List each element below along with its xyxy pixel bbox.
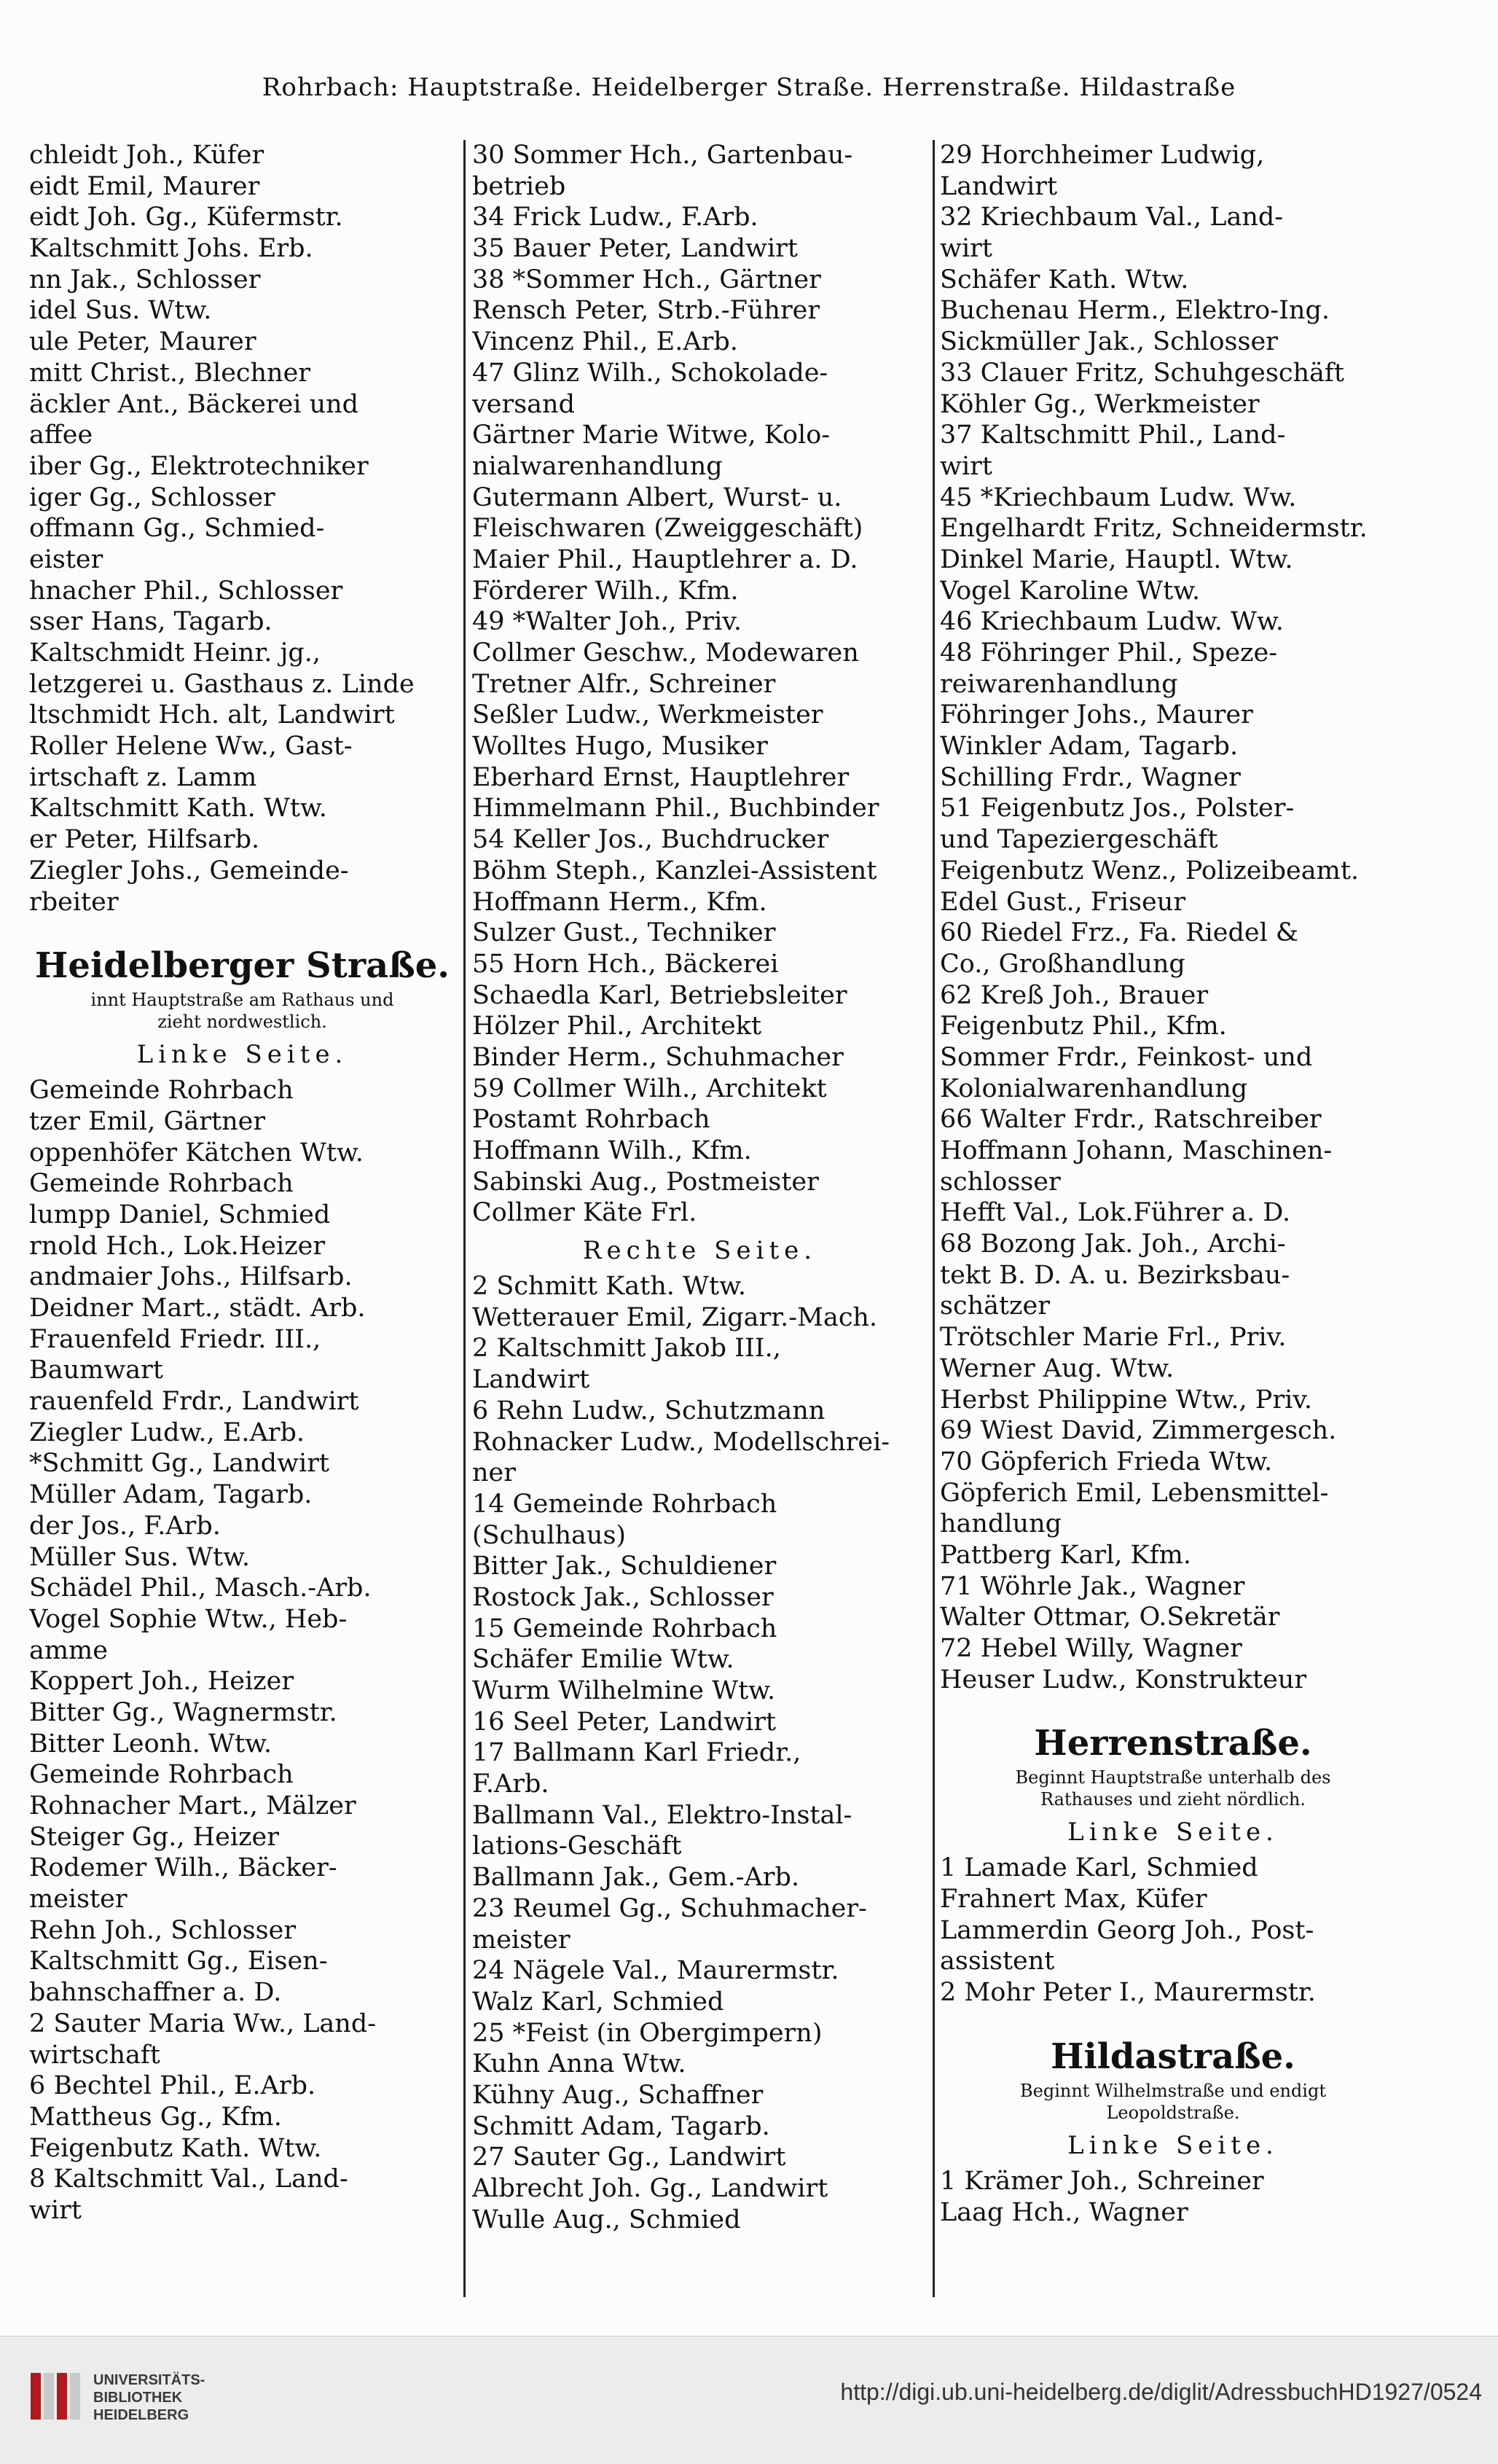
directory-entry: affee xyxy=(29,421,93,450)
directory-entry: Ballmann Val., Elektro-Instal- xyxy=(472,1800,852,1830)
directory-entry: Hoffmann Herm., Kfm. xyxy=(472,887,767,917)
directory-entry: Postamt Rohrbach xyxy=(472,1105,710,1135)
directory-entry: Kuhn Anna Wtw. xyxy=(472,2049,686,2079)
directory-entry: 15 Gemeinde Rohrbach xyxy=(472,1614,777,1643)
directory-entry: Förderer Wilh., Kfm. xyxy=(472,576,739,606)
directory-entry: Kolonialwarenhandlung xyxy=(940,1073,1248,1103)
directory-entry: 69 Wiest David, Zimmergesch. xyxy=(940,1416,1337,1446)
directory-entry: Koppert Joh., Heizer xyxy=(29,1667,294,1697)
street-heading: Hildastraße. xyxy=(1051,2035,1295,2077)
directory-entry: schlosser xyxy=(940,1167,1061,1197)
directory-entry: Sommer Frdr., Feinkost- und xyxy=(940,1042,1313,1072)
directory-entry: Kaltschmitt Gg., Eisen- xyxy=(29,1947,328,1976)
directory-entry: Schäfer Emilie Wtw. xyxy=(472,1645,734,1675)
library-name-line: HEIDELBERG xyxy=(93,2407,189,2423)
viewer-footer xyxy=(0,2336,1498,2464)
directory-entry: Eberhard Ernst, Hauptlehrer xyxy=(472,762,850,792)
directory-entry: 71 Wöhrle Jak., Wagner xyxy=(940,1571,1245,1601)
directory-entry: Feigenbutz Kath. Wtw. xyxy=(29,2133,322,2163)
directory-entry: 37 Kaltschmitt Phil., Land- xyxy=(940,421,1286,450)
directory-entry: idel Sus. Wtw. xyxy=(29,296,212,326)
directory-entry: 49 *Walter Joh., Priv. xyxy=(472,607,742,637)
directory-entry: Tretner Alfr., Schreiner xyxy=(472,669,776,699)
directory-entry: 14 Gemeinde Rohrbach xyxy=(472,1489,777,1519)
directory-entry: handlung xyxy=(940,1509,1062,1539)
directory-entry: Maier Phil., Hauptlehrer a. D. xyxy=(472,544,858,574)
directory-entry: er Peter, Hilfsarb. xyxy=(29,825,260,855)
directory-entry: Winkler Adam, Tagarb. xyxy=(940,732,1239,762)
directory-entry: eidt Joh. Gg., Küfermstr. xyxy=(29,203,343,232)
directory-entry: eister xyxy=(29,544,103,574)
directory-entry: rauenfeld Frdr., Landwirt xyxy=(29,1387,359,1417)
directory-entry: der Jos., F.Arb. xyxy=(29,1511,221,1541)
directory-entry: Landwirt xyxy=(940,171,1058,201)
directory-entry: andmaier Johs., Hilfsarb. xyxy=(29,1262,353,1292)
directory-entry: Sulzer Gust., Techniker xyxy=(472,918,776,948)
directory-entry: Buchenau Herm., Elektro-Ing. xyxy=(940,296,1330,326)
directory-entry: 32 Kriechbaum Val., Land- xyxy=(940,203,1284,232)
directory-entry: wirt xyxy=(940,451,992,481)
directory-entry: Schädel Phil., Masch.-Arb. xyxy=(29,1573,372,1603)
directory-entry: Heuser Ludw., Konstrukteur xyxy=(940,1665,1307,1694)
directory-entry: nn Jak., Schlosser xyxy=(29,265,261,294)
directory-entry: Roller Helene Ww., Gast- xyxy=(29,732,353,762)
directory-entry: amme xyxy=(29,1635,108,1665)
directory-entry: Werner Aug. Wtw. xyxy=(940,1353,1175,1383)
directory-entry: Hölzer Phil., Architekt xyxy=(472,1012,762,1041)
directory-entry: Baumwart xyxy=(29,1356,163,1385)
directory-entry: offmann Gg., Schmied- xyxy=(29,514,325,544)
directory-entry: 51 Feigenbutz Jos., Polster- xyxy=(940,794,1295,824)
directory-entry: Gutermann Albert, Wurst- u. xyxy=(472,482,842,512)
directory-entry: 55 Horn Hch., Bäckerei xyxy=(472,949,779,979)
directory-entry: 2 Schmitt Kath. Wtw. xyxy=(472,1272,746,1302)
directory-entry: Vogel Sophie Wtw., Heb- xyxy=(29,1604,348,1634)
directory-entry: und Tapeziergeschäft xyxy=(940,825,1218,855)
directory-entry: sser Hans, Tagarb. xyxy=(29,607,272,637)
directory-entry: 2 Kaltschmitt Jakob III., xyxy=(472,1334,781,1364)
side-heading: Linke Seite. xyxy=(1067,1818,1279,1847)
directory-entry: Lammerdin Georg Joh., Post- xyxy=(940,1915,1314,1945)
directory-entry: iger Gg., Schlosser xyxy=(29,482,275,512)
directory-entry: Binder Herm., Schuhmacher xyxy=(472,1042,844,1072)
directory-entry: 1 Lamade Karl, Schmied xyxy=(940,1853,1258,1883)
directory-entry: Rodemer Wilh., Bäcker- xyxy=(29,1853,337,1883)
directory-entry: 34 Frick Ludw., F.Arb. xyxy=(472,203,758,232)
column-divider xyxy=(933,140,935,2297)
directory-entry: 6 Bechtel Phil., E.Arb. xyxy=(29,2071,316,2101)
directory-entry: 17 Ballmann Karl Friedr., xyxy=(472,1738,801,1768)
directory-entry: 47 Glinz Wilh., Schokolade- xyxy=(472,358,828,388)
directory-entry: äckler Ant., Bäckerei und xyxy=(29,389,359,419)
directory-entry: irtschaft z. Lamm xyxy=(29,762,257,792)
directory-entry: Feigenbutz Wenz., Polizeibeamt. xyxy=(940,856,1360,885)
directory-entry: versand xyxy=(472,389,575,419)
directory-entry: Wurm Wilhelmine Wtw. xyxy=(472,1676,776,1705)
directory-entry: Gemeinde Rohrbach xyxy=(29,1076,294,1106)
directory-entry: 2 Sauter Maria Ww., Land- xyxy=(29,2009,377,2038)
directory-entry: Wolltes Hugo, Musiker xyxy=(472,732,768,762)
directory-entry: letzgerei u. Gasthaus z. Linde xyxy=(29,669,415,699)
directory-entry: wirtschaft xyxy=(29,2040,160,2070)
directory-entry: betrieb xyxy=(472,171,566,201)
directory-entry: Wetterauer Emil, Zigarr.-Mach. xyxy=(472,1302,878,1332)
directory-entry: Edel Gust., Friseur xyxy=(940,887,1186,917)
directory-entry: 59 Collmer Wilh., Architekt xyxy=(472,1073,827,1103)
directory-entry: Frahnert Max, Küfer xyxy=(940,1885,1207,1915)
directory-entry: Walz Karl, Schmied xyxy=(472,1987,724,2017)
directory-entry: 30 Sommer Hch., Gartenbau- xyxy=(472,141,853,170)
directory-entry: Böhm Steph., Kanzlei-Assistent xyxy=(472,856,877,885)
street-description: zieht nordwestlich. xyxy=(157,1012,327,1033)
directory-entry: Collmer Käte Frl. xyxy=(472,1198,697,1228)
directory-entry: Dinkel Marie, Hauptl. Wtw. xyxy=(940,544,1293,574)
directory-entry: wirt xyxy=(940,234,992,264)
directory-entry: 54 Keller Jos., Buchdrucker xyxy=(472,825,829,855)
directory-entry: 62 Kreß Joh., Brauer xyxy=(940,980,1209,1010)
directory-entry: Co., Großhandlung xyxy=(940,949,1185,979)
directory-entry: Bitter Jak., Schuldiener xyxy=(472,1552,777,1581)
library-name xyxy=(93,2371,224,2424)
directory-entry: bahnschaffner a. D. xyxy=(29,1978,282,2008)
directory-entry: ule Peter, Maurer xyxy=(29,327,256,357)
directory-entry: Ballmann Jak., Gem.-Arb. xyxy=(472,1863,800,1893)
directory-entry: Rohnacher Mart., Mälzer xyxy=(29,1791,356,1820)
directory-entry: 25 *Feist (in Obergimpern) xyxy=(472,2018,823,2048)
directory-entry: Kaltschmitt Kath. Wtw. xyxy=(29,794,327,824)
directory-entry: 2 Mohr Peter I., Maurermstr. xyxy=(940,1978,1316,2008)
directory-entry: lumpp Daniel, Schmied xyxy=(29,1200,331,1229)
directory-entry: F.Arb. xyxy=(472,1769,549,1799)
directory-entry: nialwarenhandlung xyxy=(472,451,723,481)
directory-entry: Hefft Val., Lok.Führer a. D. xyxy=(940,1198,1291,1228)
directory-entry: Hoffmann Wilh., Kfm. xyxy=(472,1136,752,1165)
directory-entry: Schmitt Adam, Tagarb. xyxy=(472,2111,770,2141)
directory-entry: Trötschler Marie Frl., Priv. xyxy=(940,1323,1287,1353)
directory-entry: 70 Göpferich Frieda Wtw. xyxy=(940,1447,1273,1477)
directory-entry: Sickmüller Jak., Schlosser xyxy=(940,327,1278,357)
street-description: Rathauses und zieht nördlich. xyxy=(1040,1789,1306,1810)
street-description: Leopoldstraße. xyxy=(1106,2102,1240,2123)
column-divider xyxy=(463,140,466,2297)
directory-entry: 24 Nägele Val., Maurermstr. xyxy=(472,1956,839,1986)
directory-entry: Hoffmann Johann, Maschinen- xyxy=(940,1136,1333,1165)
side-heading: Rechte Seite. xyxy=(582,1236,817,1266)
directory-entry: Kaltschmidt Heinr. jg., xyxy=(29,638,321,668)
directory-entry: ner xyxy=(472,1458,516,1488)
directory-entry: Müller Sus. Wtw. xyxy=(29,1542,251,1572)
directory-entry: Sabinski Aug., Postmeister xyxy=(472,1167,819,1197)
directory-entry: 16 Seel Peter, Landwirt xyxy=(472,1707,776,1737)
library-name-line: BIBLIOTHEK xyxy=(93,2390,183,2406)
directory-entry: Ziegler Johs., Gemeinde- xyxy=(29,856,349,885)
directory-entry: 60 Riedel Frz., Fa. Riedel & xyxy=(940,918,1299,948)
directory-entry: eidt Emil, Maurer xyxy=(29,171,260,201)
directory-entry: 29 Horchheimer Ludwig, xyxy=(940,141,1265,170)
street-heading: Herrenstraße. xyxy=(1034,1723,1312,1764)
directory-entry: Kaltschmitt Johs. Erb. xyxy=(29,234,313,264)
directory-entry: 27 Sauter Gg., Landwirt xyxy=(472,2143,786,2172)
directory-entry: Wulle Aug., Schmied xyxy=(472,2205,741,2234)
directory-entry: 8 Kaltschmitt Val., Land- xyxy=(29,2164,348,2194)
directory-entry: tekt B. D. A. u. Bezirksbau- xyxy=(940,1260,1290,1290)
street-description: innt Hauptstraße am Rathaus und xyxy=(90,990,394,1011)
university-library-logo-icon xyxy=(28,2367,86,2425)
directory-entry: Rensch Peter, Strb.-Führer xyxy=(472,296,820,326)
directory-entry: Bitter Leonh. Wtw. xyxy=(29,1729,272,1759)
street-description: Beginnt Wilhelmstraße und endigt xyxy=(1020,2080,1326,2101)
directory-entry: rnold Hch., Lok.Heizer xyxy=(29,1231,326,1261)
column-left xyxy=(29,140,455,2226)
directory-entry: 46 Kriechbaum Ludw. Ww. xyxy=(940,607,1284,637)
directory-entry: Schilling Frdr., Wagner xyxy=(940,762,1241,792)
directory-entry: Frauenfeld Friedr. III., xyxy=(29,1324,321,1354)
directory-entry: Gemeinde Rohrbach xyxy=(29,1760,294,1790)
directory-entry: 6 Rehn Ludw., Schutzmann xyxy=(472,1396,826,1425)
directory-entry: reiwarenhandlung xyxy=(940,669,1178,699)
directory-entry: lations-Geschäft xyxy=(472,1831,682,1861)
directory-entry: schätzer xyxy=(940,1291,1050,1321)
directory-entry: meister xyxy=(29,1885,128,1915)
directory-entry: Rehn Joh., Schlosser xyxy=(29,1915,297,1945)
directory-entry: Steiger Gg., Heizer xyxy=(29,1822,279,1852)
directory-entry: chleidt Joh., Küfer xyxy=(29,141,264,170)
directory-entry: Collmer Geschw., Modewaren xyxy=(472,638,859,668)
directory-entry: *Schmitt Gg., Landwirt xyxy=(29,1449,330,1479)
directory-entry: 66 Walter Frdr., Ratschreiber xyxy=(940,1105,1322,1135)
directory-entry: Göpferich Emil, Lebensmittel- xyxy=(940,1478,1329,1508)
directory-entry: hnacher Phil., Schlosser xyxy=(29,576,343,606)
directory-entry: Herbst Philippine Wtw., Priv. xyxy=(940,1385,1313,1415)
directory-entry: 35 Bauer Peter, Landwirt xyxy=(472,234,798,264)
directory-entry: assistent xyxy=(940,1947,1055,1976)
library-name-line: UNIVERSITÄTS- xyxy=(93,2372,205,2388)
directory-entry: 48 Föhringer Phil., Speze- xyxy=(940,638,1278,668)
directory-entry: 68 Bozong Jak. Joh., Archi- xyxy=(940,1229,1286,1259)
directory-entry: Seßler Ludw., Werkmeister xyxy=(472,700,823,730)
directory-entry: Landwirt xyxy=(472,1365,590,1395)
directory-entry: Schaedla Karl, Betriebsleiter xyxy=(472,980,847,1010)
directory-entry: Fleischwaren (Zweiggeschäft) xyxy=(472,514,863,544)
directory-entry: Walter Ottmar, O.Sekretär xyxy=(940,1603,1280,1632)
directory-entry: 1 Krämer Joh., Schreiner xyxy=(940,2166,1264,2196)
column-middle xyxy=(472,140,928,2235)
street-heading: Heidelberger Straße. xyxy=(35,945,450,987)
directory-entry: rbeiter xyxy=(29,887,119,917)
directory-entry: Vincenz Phil., E.Arb. xyxy=(472,327,738,357)
directory-entry: Laag Hch., Wagner xyxy=(940,2197,1188,2227)
directory-entry: 38 *Sommer Hch., Gärtner xyxy=(472,265,821,294)
directory-entry: Rostock Jak., Schlosser xyxy=(472,1582,774,1612)
directory-entry: Müller Adam, Tagarb. xyxy=(29,1480,313,1510)
directory-entry: Ziegler Ludw., E.Arb. xyxy=(29,1417,305,1447)
street-description: Beginnt Hauptstraße unterhalb des xyxy=(1015,1767,1331,1788)
directory-entry: 72 Hebel Willy, Wagner xyxy=(940,1634,1242,1663)
directory-entry: Mattheus Gg., Kfm. xyxy=(29,2102,282,2132)
directory-entry: tzer Emil, Gärtner xyxy=(29,1106,266,1136)
directory-entry: Engelhardt Fritz, Schneidermstr. xyxy=(940,514,1368,544)
directory-entry: Himmelmann Phil., Buchbinder xyxy=(472,794,879,824)
directory-entry: Köhler Gg., Werkmeister xyxy=(940,389,1260,419)
directory-entry: Schäfer Kath. Wtw. xyxy=(940,265,1189,294)
directory-entry: (Schulhaus) xyxy=(472,1520,627,1550)
directory-entry: Pattberg Karl, Kfm. xyxy=(940,1540,1191,1570)
directory-entry: ltschmidt Hch. alt, Landwirt xyxy=(29,700,395,730)
directory-entry: Deidner Mart., städt. Arb. xyxy=(29,1294,366,1323)
directory-entry: oppenhöfer Kätchen Wtw. xyxy=(29,1138,364,1168)
directory-entry: mitt Christ., Blechner xyxy=(29,358,311,388)
directory-entry: Vogel Karoline Wtw. xyxy=(940,576,1201,606)
directory-entry: wirt xyxy=(29,2195,82,2225)
side-heading: Linke Seite. xyxy=(1067,2130,1279,2160)
document-url-link[interactable]: http://digi.ub.uni-heidelberg.de/diglit/AdressbuchHD1927/0524 xyxy=(840,2379,1482,2405)
directory-entry: Kühny Aug., Schaffner xyxy=(472,2080,764,2110)
directory-entry: 23 Reumel Gg., Schuhmacher- xyxy=(472,1893,867,1923)
directory-entry: Gärtner Marie Witwe, Kolo- xyxy=(472,421,831,450)
column-right xyxy=(940,140,1406,2228)
directory-entry: Rohnacker Ludw., Modellschrei- xyxy=(472,1427,890,1457)
directory-entry: iber Gg., Elektrotechniker xyxy=(29,451,369,481)
directory-entry: Bitter Gg., Wagnermstr. xyxy=(29,1697,337,1727)
directory-entry: 33 Clauer Fritz, Schuhgeschäft xyxy=(940,358,1344,388)
directory-entry: Föhringer Johs., Maurer xyxy=(940,700,1253,730)
page-header: Rohrbach: Hauptstraße. Heidelberger Straße. Herrenstraße. Hildastraße xyxy=(262,73,1236,102)
directory-entry: 45 *Kriechbaum Ludw. Ww. xyxy=(940,482,1297,512)
directory-entry: meister xyxy=(472,1925,570,1955)
directory-entry: Feigenbutz Phil., Kfm. xyxy=(940,1012,1227,1041)
directory-entry: Gemeinde Rohrbach xyxy=(29,1169,294,1199)
side-heading: Linke Seite. xyxy=(136,1040,348,1070)
directory-entry: Albrecht Joh. Gg., Landwirt xyxy=(472,2174,828,2203)
